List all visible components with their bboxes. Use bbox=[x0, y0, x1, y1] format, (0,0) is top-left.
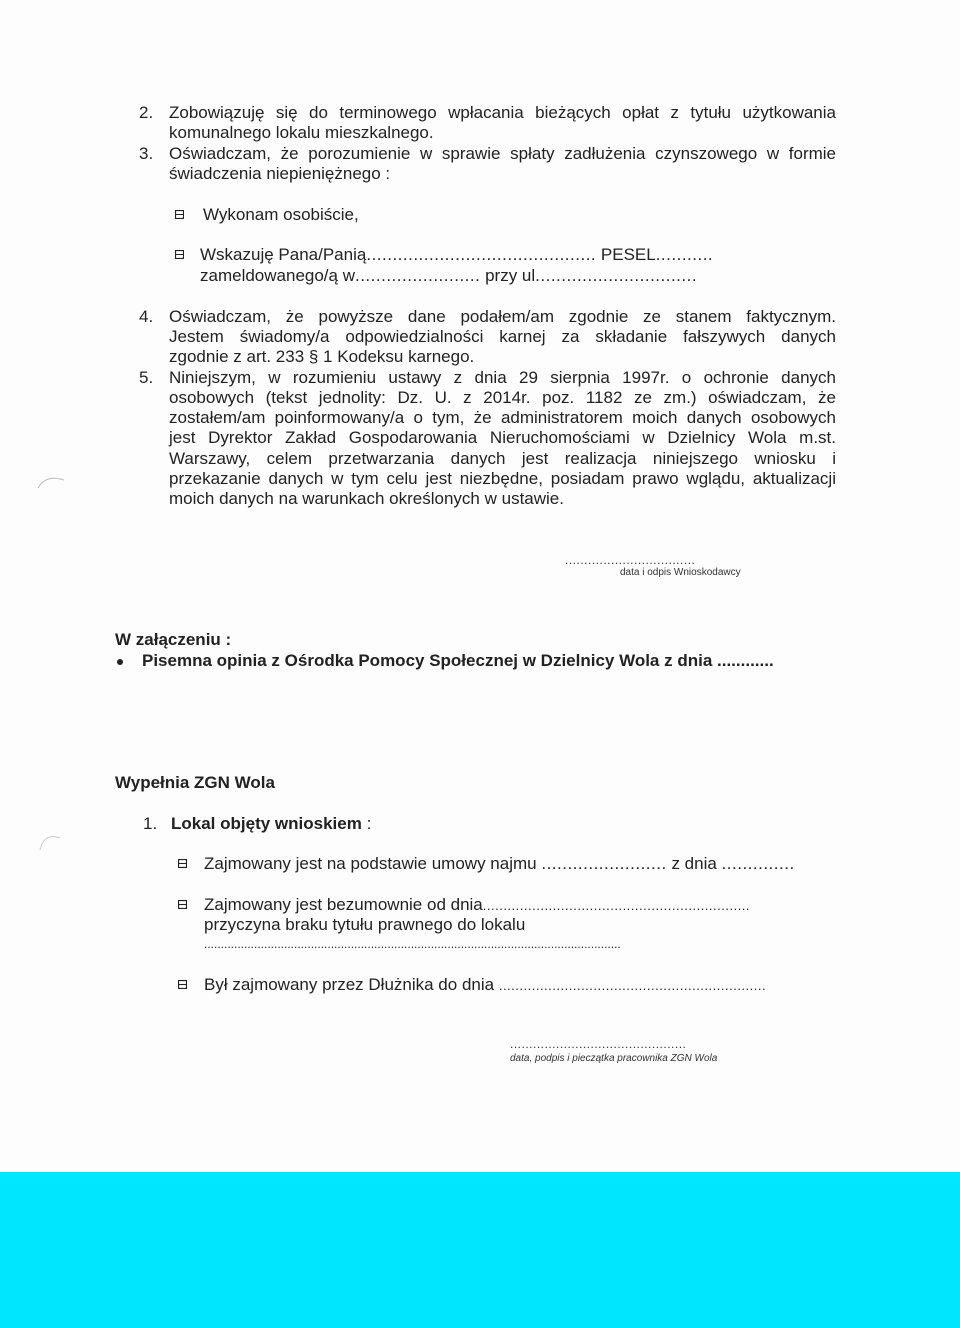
without-contract-label: Zajmowany jest bezumownie od dnia bbox=[204, 895, 483, 914]
checkbox-icon[interactable] bbox=[178, 980, 187, 989]
item-3-option-indicate bbox=[200, 245, 713, 265]
lease-label: Zajmowany jest na podstawie umowy najmu bbox=[204, 854, 537, 873]
zgn-option-lease bbox=[204, 854, 795, 874]
item-5-line-5: Warszawy, celem przetwarzania danych jest realizacja niniejszego wniosku i bbox=[169, 449, 836, 468]
item-3-line-2: świadczenia niepieniężnego : bbox=[169, 164, 391, 183]
item-2-line-2: komunalnego lokalu mieszkalnego. bbox=[169, 123, 434, 142]
registered-label: zameldowanego/ą w bbox=[200, 266, 355, 285]
employee-signature-caption: data, podpis i pieczątka pracownika ZGN Wola bbox=[510, 1053, 718, 1064]
item-2-number: 2. bbox=[139, 103, 154, 122]
debtor-label: Był zajmowany przez Dłużnika do dnia bbox=[204, 975, 495, 994]
indicate-person-label: Wskazuję Pana/Panią bbox=[200, 245, 367, 264]
item-3-option-personal: Wykonam osobiście, bbox=[203, 205, 359, 224]
premises-title-colon: : bbox=[366, 814, 372, 833]
lease-date-field[interactable]: .............. bbox=[721, 854, 795, 873]
item-5-number: 5. bbox=[139, 368, 154, 387]
item-5-line-1: Niniejszym, w rozumieniu ustawy z dnia 29 sierpnia 1997r. o ochronie danych bbox=[169, 368, 836, 387]
scan-mark bbox=[36, 828, 66, 852]
lease-field[interactable]: ........................ bbox=[541, 854, 667, 873]
attachment-item-text: Pisemna opinia z Ośrodka Pomocy Społecznej w Dzielnicy Wola z dnia bbox=[142, 651, 713, 670]
city-field[interactable]: ........................ bbox=[354, 266, 481, 285]
item-4-line-1: Oświadczam, że powyższe dane podałem/am zgodnie ze stanem faktycznym. bbox=[169, 307, 836, 326]
attachment-item bbox=[142, 651, 774, 671]
scan-mark bbox=[36, 470, 66, 490]
person-name-field[interactable]: ............................................ bbox=[366, 245, 597, 264]
checkbox-icon[interactable] bbox=[175, 210, 184, 219]
item-4-line-2: Jestem świadomy/a odpowiedzialności karnej za składanie fałszywych danych bbox=[169, 327, 836, 346]
item-4-number: 4. bbox=[139, 307, 154, 326]
item-2-line-1: Zobowiązuję się do terminowego wpłacania bieżących opłat z tytułu użytkowania bbox=[169, 103, 836, 122]
employee-signature-field[interactable]: .............................................. bbox=[510, 1037, 687, 1051]
zgn-heading: Wypełnia ZGN Wola bbox=[115, 773, 275, 792]
zgn-item-number: 1. bbox=[143, 814, 158, 833]
reason-field[interactable]: ............................................................................................................................. bbox=[204, 937, 621, 951]
without-contract-date-field[interactable]: ................................................................. bbox=[482, 898, 751, 913]
zgn-option-debtor bbox=[204, 975, 766, 996]
checkbox-icon[interactable] bbox=[178, 900, 187, 909]
item-5-line-7: moich danych na warunkach określonych w ustawie. bbox=[169, 489, 564, 508]
item-3-option-address bbox=[200, 266, 697, 286]
item-3-line-1: Oświadczam, że porozumienie w sprawie spłaty zadłużenia czynszowego w formie bbox=[169, 144, 836, 163]
attachment-date-field[interactable]: ............ bbox=[717, 651, 774, 670]
item-4-line-3: zgodnie z art. 233 § 1 Kodeksu karnego. bbox=[169, 347, 475, 366]
item-5-line-3: zostałem/am poinformowany/a o tym, że administratorem moich danych osobowych bbox=[169, 408, 836, 427]
item-5-line-2: osobowych (tekst jednolity: Dz. U. z 2014r. poz. 1182 ze zm.) oświadczam, że bbox=[169, 388, 836, 407]
premises-title: Lokal objęty wnioskiem bbox=[171, 814, 362, 833]
bullet-icon bbox=[117, 659, 123, 665]
debtor-date-field[interactable]: ................................................................. bbox=[498, 978, 767, 993]
zgn-option-without-contract bbox=[204, 895, 750, 916]
attachments-heading: W załączeniu : bbox=[115, 630, 232, 649]
pesel-label: PESEL bbox=[600, 245, 656, 264]
lease-date-label: z dnia bbox=[671, 854, 717, 873]
checkbox-icon[interactable] bbox=[178, 859, 187, 868]
pesel-field[interactable]: ........... bbox=[655, 245, 714, 264]
checkbox-icon[interactable] bbox=[175, 250, 184, 259]
footer-color-band bbox=[0, 1172, 960, 1328]
item-3-number: 3. bbox=[139, 144, 154, 163]
item-5-line-6: przekazanie danych w tym celu jest niezbędne, posiadam prawo wglądu, aktualizacji bbox=[169, 469, 836, 488]
applicant-signature-caption: data i odpis Wnioskodawcy bbox=[620, 567, 741, 578]
applicant-signature-field[interactable]: .................................. bbox=[565, 553, 696, 567]
street-field[interactable]: ............................... bbox=[535, 266, 698, 285]
item-5-line-4: jest Dyrektor Zakład Gospodarowania Nieruchomościami w Dzielnicy Wola m.st. bbox=[169, 428, 836, 447]
reason-label: przyczyna braku tytułu prawnego do lokalu bbox=[204, 915, 526, 934]
zgn-item-title bbox=[171, 814, 371, 834]
street-label: przy ul bbox=[485, 266, 536, 285]
